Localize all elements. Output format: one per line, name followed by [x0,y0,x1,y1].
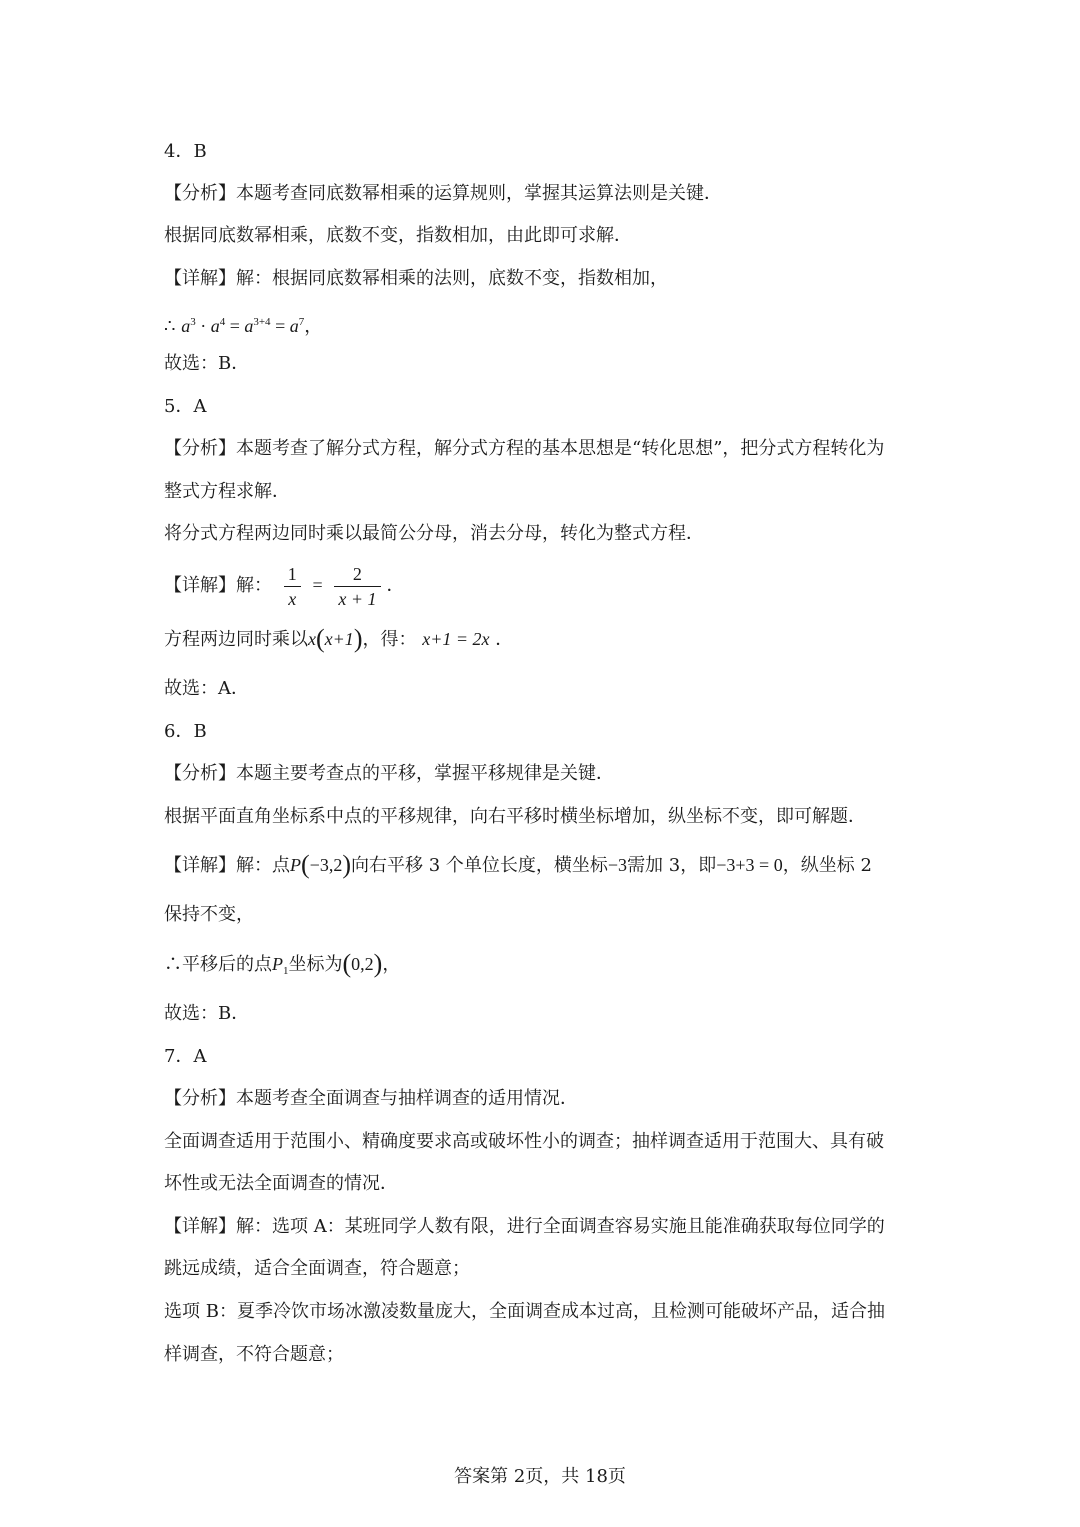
q5-detail [164,561,405,611]
q5-analysis [164,437,884,461]
fraction-1-denominator: x [288,588,297,609]
step-end: ． [495,629,514,650]
formula-eq1: = [225,316,245,336]
fraction-equals: = [312,575,323,595]
step-equation: x+1 = 2x [422,629,490,649]
page-footer: 答案第 2页，共 18页 [454,1466,626,1487]
step-x: x [308,629,316,649]
q4-header: 4．B [164,141,207,162]
step-mid: ，得： [362,629,417,650]
analysis-tag: 【分析】 [164,1088,236,1109]
fraction-2-denominator: x + 1 [338,588,377,609]
q5-analysis-cont: 整式方程求解． [164,481,290,502]
detail-text: 解：根据同底数幂相乘的法则，底数不变，指数相加， [236,268,668,289]
q5-step [164,624,514,653]
q5-answer: 故选：A． [164,678,249,699]
analysis-text: 本题主要考查点的平移，掌握平移规律是关键． [236,763,614,784]
q7-detail-2-cont: 样调查，不符合题意； [164,1344,344,1365]
q7-detail [164,1215,885,1239]
q7-detail-2: 选项 B：夏季冷饮市场冰激凌数量庞大，全面调查成本过高，且检测可能破坏产品，适合抽 [164,1301,885,1322]
formula-a3: a [244,316,254,336]
minus-three: −3 [607,855,628,875]
step-prefix: 方程两边同时乘以 [164,629,308,650]
analysis-text: 本题考查全面调查与抽样调查的适用情况． [236,1088,578,1109]
detail-tag: 【详解】 [164,855,236,876]
formula-dot: · [195,316,211,336]
fraction-1 [284,562,301,611]
formula-exp1: 3 [190,316,196,328]
point-coords: −3,2 [309,855,343,875]
result-end: ， [382,954,401,975]
analysis-tag: 【分析】 [164,763,236,784]
q7-detail-cont: 跳远成绩，适合全面调查，符合题意； [164,1258,470,1279]
formula-eq2: = [270,316,290,336]
analysis-text: 本题考查了解分式方程，解分式方程的基本思想是“转化思想”，把分式方程转化为 [236,438,885,459]
q4-detail [164,267,668,291]
q6-detail-2: 保持不变， [164,904,254,925]
result-right-paren: ) [373,949,383,978]
point-p1: P [272,954,283,974]
q4-analysis-2: 根据同底数幂相乘，底数不变，指数相加，由此即可求解． [164,225,632,246]
fraction-2 [334,562,380,611]
formula-exp4: 7 [298,316,305,328]
q6-answer: 故选：B． [164,1003,250,1024]
calculation: −3+3 = 0 [716,855,783,875]
formula-a2: a [210,316,220,336]
fraction-1-numerator: 1 [287,563,297,584]
detail-prefix: 解： [236,575,272,596]
analysis-text: 本题考查同底数幂相乘的运算规则，掌握其运算法则是关键． [236,183,722,204]
detail-a: 解：点 [236,855,290,876]
q6-analysis-2: 根据平面直角坐标系中点的平移规律，向右平移时横坐标增加，纵坐标不变，即可解题． [164,806,866,827]
fraction-2-numerator: 2 [352,563,362,584]
detail-b: 向右平移 3 个单位长度，横坐标 [351,855,608,876]
formula-a4: a [289,316,299,336]
result-b: 坐标为 [288,954,343,975]
analysis-tag: 【分析】 [164,438,236,459]
therefore-symbol: ∴ [164,954,182,975]
q6-detail [164,850,872,879]
q7-header: 7．A [164,1046,207,1067]
q7-analysis-2: 全面调查适用于范围小、精确度要求高或破坏性小的调查；抽样调查适用于范围大、具有破 [164,1131,884,1152]
result-coords: 0,2 [351,954,374,974]
detail-tag: 【详解】 [164,575,236,596]
step-inner: x+1 [324,629,354,649]
q7-analysis [164,1087,578,1111]
point-right-paren: ) [342,850,351,879]
step-right-paren: ) [353,624,363,653]
result-a: 平移后的点 [182,954,272,975]
point-p1-subscript: 1 [283,965,289,977]
q4-analysis [164,182,722,206]
therefore-symbol: ∴ [164,316,176,337]
fraction-end: ． [386,575,405,596]
detail-d: ，纵坐标 2 [782,855,872,876]
detail-tag: 【详解】 [164,268,236,289]
q6-analysis [164,762,614,786]
q5-header: 5．A [164,396,207,417]
q5-analysis-2: 将分式方程两边同时乘以最简公分母，消去分母，转化为整式方程． [164,523,704,544]
q6-result [164,949,401,983]
point-p: P [290,855,301,875]
point-left-paren: ( [301,850,310,879]
detail-text: 解：选项 A：某班同学人数有限，进行全面调查容易实施且能准确获取每位同学的 [236,1216,885,1237]
formula-a1: a [181,316,191,336]
result-left-paren: ( [342,949,352,978]
q4-answer: 故选：B． [164,353,250,374]
formula-exp3: 3+4 [253,316,271,328]
q7-analysis-2-cont: 坏性或无法全面调查的情况． [164,1173,398,1194]
q4-formula [164,310,322,339]
step-left-paren: ( [316,624,325,653]
detail-c: 需加 3，即 [627,855,717,876]
q6-header: 6．B [164,721,207,742]
formula-exp2: 4 [219,316,226,328]
detail-tag: 【详解】 [164,1216,236,1237]
analysis-tag: 【分析】 [164,183,236,204]
formula-end: ， [304,316,323,337]
